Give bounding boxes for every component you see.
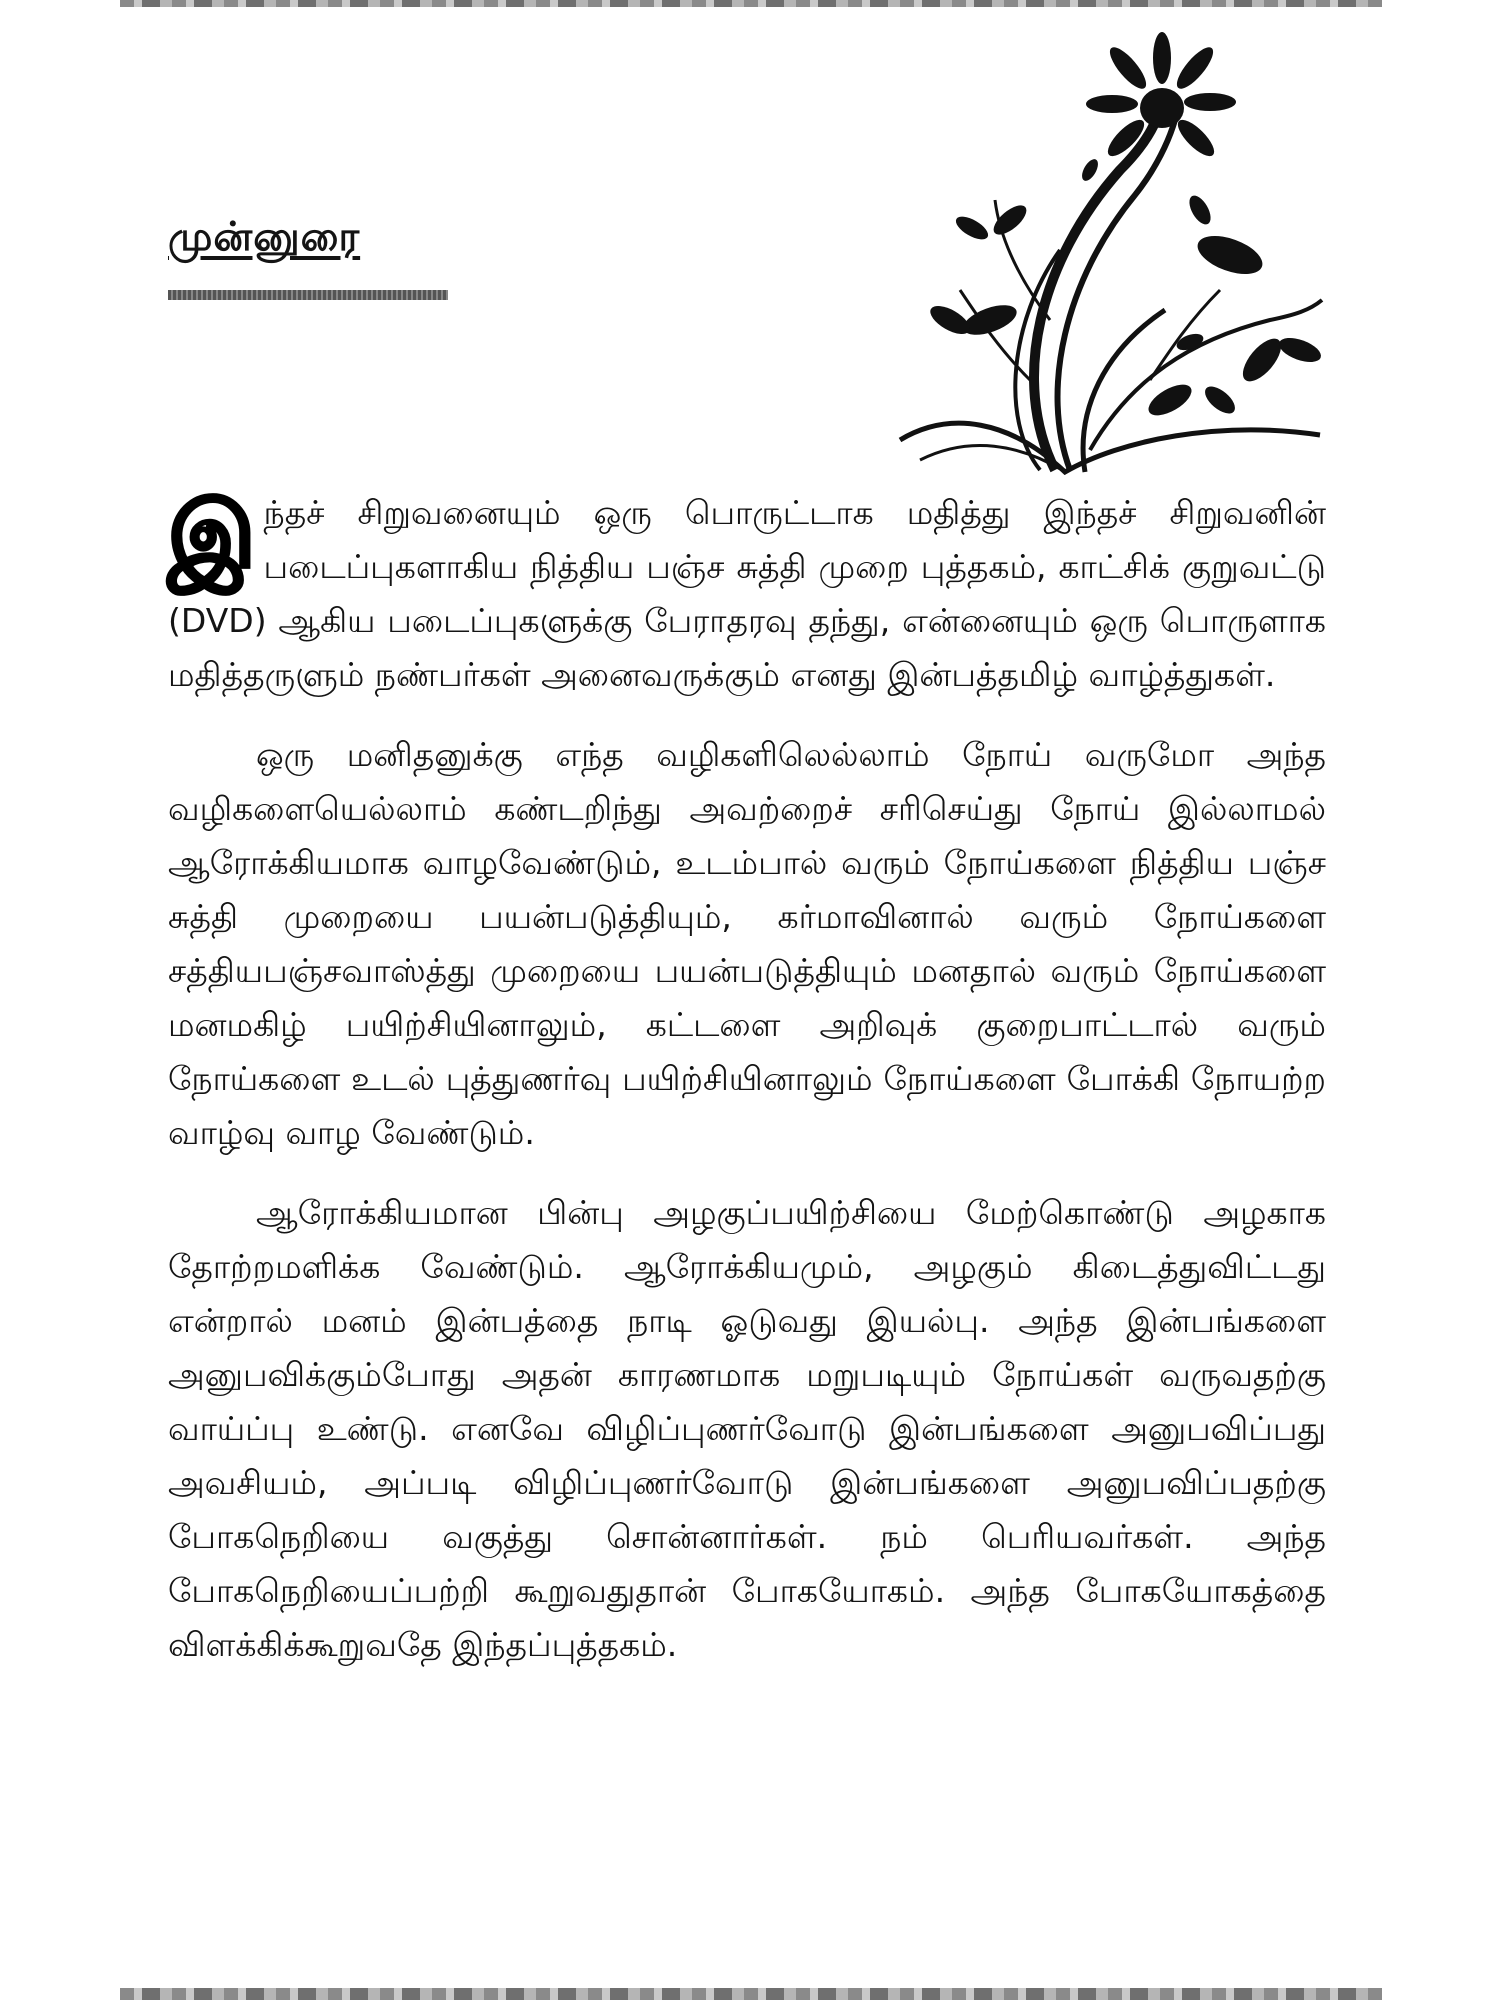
page-top-edge [120, 0, 1382, 7]
drop-cap: இ [168, 483, 256, 588]
page-title: முன்னுரை [168, 214, 361, 260]
flower-ornament-icon [890, 20, 1330, 475]
paragraph-3: ஆரோக்கியமான பின்பு அழகுப்பயிற்சியை மேற்கொண்டு அழகாக தோற்றமளிக்க வேண்டும். ஆரோக்கியமும், அழகும் கிடைத்துவிட்டது என்றால் மனம் இன்பத்தை நாடி ஓடுவது இயல்பு. அந்த இன்பங்களை அனுபவிக்கும்போது அதன் காரணமாக மறுபடியும் நோய்கள் வருவதற்கு வாய்ப்பு உண்டு. எனவே விழிப்புணர்வோடு இன்பங்களை அனுபவிப்பது அவசியம், அப்படி விழிப்புணர்வோடு இன்பங்களை அனுபவிப்பதற்கு போகநெறியை வகுத்து சொன்னார்கள். நம் பெரியவர்கள். அந்த போகநெறியைப்பற்றி கூறுவதுதான் போகயோகம். அந்த போகயோகத்தை விளக்கிக்கூறுவதே இந்தப்புத்தகம். [168, 1193, 1326, 1664]
title-underline-rule [168, 290, 448, 300]
paragraph-1 [168, 483, 1326, 702]
paragraph-2: ஒரு மனிதனுக்கு எந்த வழிகளிலெல்லாம் நோய் வருமோ அந்த வழிகளையெல்லாம் கண்டறிந்து அவற்றைச் சரிசெய்து நோய் இல்லாமல் ஆரோக்கியமாக வாழவேண்டும், உடம்பால் வரும் நோய்களை நித்திய பஞ்ச சுத்தி முறையை பயன்படுத்தியும், கர்மாவினால் வரும் நோய்களை சத்தியபஞ்சவாஸ்த்து முறையை பயன்படுத்தியும் மனதால் வரும் நோய்களை மனமகிழ் பயிற்சியினாலும், கட்டளை அறிவுக் குறைபாட்டால் வரும் நோய்களை உடல் புத்துணர்வு பயிற்சியினாலும் நோய்களை போக்கி நோயற்ற வாழ்வு வாழ வேண்டும். [168, 735, 1326, 1152]
paragraph-1-text: ந்தச் சிறுவனையும் ஒரு பொருட்டாக மதித்து இந்தச் சிறுவனின் படைப்புகளாகிய நித்திய பஞ்ச சுத்தி முறை புத்தகம், காட்சிக் குறுவட்டு (DVD) ஆகிய படைப்புகளுக்கு பேராதரவு தந்து, என்னையும் ஒரு பொருளாக மதித்தருளும் நண்பர்கள் அனைவருக்கும் எனது இன்பத்தமிழ் வாழ்த்துகள். [168, 493, 1326, 694]
page-bottom-edge [120, 1988, 1382, 2000]
preface-body [168, 483, 1326, 1698]
